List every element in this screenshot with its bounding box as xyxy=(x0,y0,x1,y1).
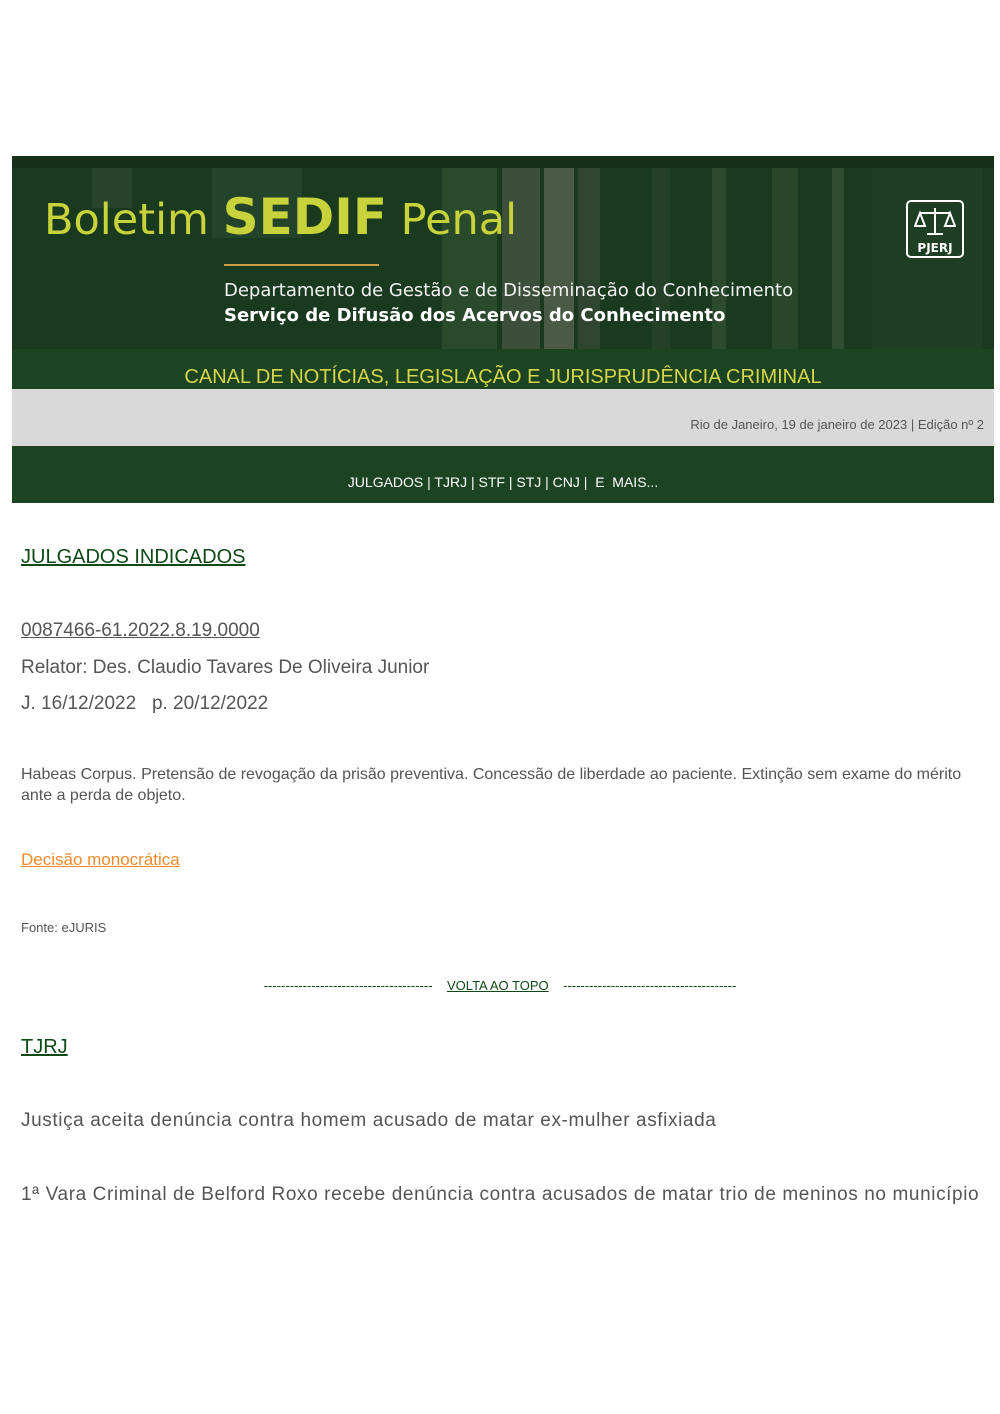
section-heading-julgados[interactable]: JULGADOS INDICADOS xyxy=(21,546,246,568)
divider-dashes-left: --------------------------------------- xyxy=(263,978,433,993)
banner-title-sedif: SEDIF xyxy=(222,188,388,246)
scales-of-justice-icon xyxy=(914,206,956,242)
judgment-dates: J. 16/12/2022 p. 20/12/2022 xyxy=(21,693,269,714)
channel-title: CANAL DE NOTÍCIAS, LEGISLAÇÃO E JURISPRUDÊNCIA CRIMINAL xyxy=(12,349,994,389)
banner-subtitle-department: Departamento de Gestão e de Disseminação do Conhecimento xyxy=(224,280,794,301)
edition-date: Rio de Janeiro, 19 de janeiro de 2023 | Edição nº 2 xyxy=(690,417,984,432)
logo-text: PJERJ xyxy=(917,241,953,255)
back-to-top-row xyxy=(0,978,1000,993)
process-number-link[interactable]: 0087466-61.2022.8.19.0000 xyxy=(21,620,260,641)
banner-title-penal: Penal xyxy=(387,195,518,245)
news-item[interactable]: 1ª Vara Criminal de Belford Roxo recebe denúncia contra acusados de matar trio de meninos no município xyxy=(21,1184,980,1205)
banner-title xyxy=(44,188,518,246)
pjerj-logo xyxy=(906,200,964,258)
banner-divider xyxy=(224,264,379,266)
news-item[interactable]: Justiça aceita denúncia contra homem acusado de matar ex-mulher asfixiada xyxy=(21,1110,717,1131)
relator: Relator: Des. Claudio Tavares De Oliveira Junior xyxy=(21,657,430,678)
back-to-top-link[interactable]: VOLTA AO TOPO xyxy=(447,978,549,993)
banner-subtitle-service: Serviço de Difusão dos Acervos do Conhecimento xyxy=(224,305,726,326)
decision-link[interactable]: Decisão monocrática xyxy=(21,850,180,869)
section-nav[interactable]: JULGADOS | TJRJ | STF | STJ | CNJ | E MAIS... xyxy=(12,446,994,503)
edition-band xyxy=(12,389,994,446)
ementa-text: Habeas Corpus. Pretensão de revogação da prisão preventiva. Concessão de liberdade ao paciente. Extinção sem exame do mérito ante a perda de objeto. xyxy=(21,766,962,804)
header-banner xyxy=(12,156,994,349)
section-heading-tjrj[interactable]: TJRJ xyxy=(21,1036,68,1058)
divider-dashes-right: ---------------------------------------- xyxy=(563,978,737,993)
source-note: Fonte: eJURIS xyxy=(21,920,107,935)
banner-title-boletim: Boletim xyxy=(44,195,223,245)
